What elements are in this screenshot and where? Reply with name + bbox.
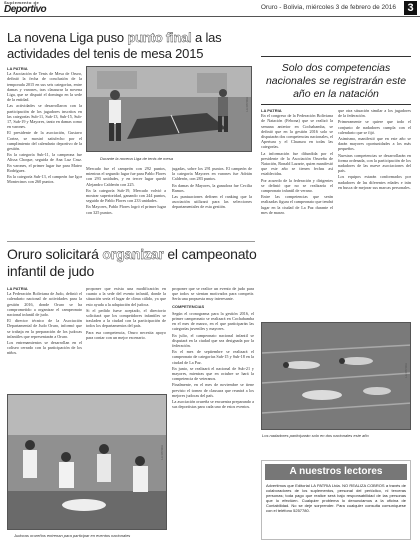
story1-photo-caption: Durante la novena Liga de tenis de mesa bbox=[100, 156, 173, 161]
story2-photo-judo bbox=[7, 394, 167, 530]
side-story-photo-caption: Los nadadores participarán solo en dos nacionales este año bbox=[262, 433, 369, 438]
side-story-section-label: LA PATRIA bbox=[261, 108, 282, 113]
side-story-photo-swimmers bbox=[261, 322, 411, 430]
judo-training-scene bbox=[8, 395, 167, 530]
page-number: 3 bbox=[404, 1, 417, 15]
story2-subhead-competencias: COMPETENCIAS bbox=[172, 303, 205, 309]
side-story-column-2: que otra situación similar a los jugadores de la federación. Primeramente se quiere que todo el conjunto de nadadores cumpla con el calendario que se fijó. Asimismo, manifestó que en este año se darán mayores oportunidades a los más pequeños. Nuestras competencias se desarrollarán en forma ordenada, con la participación de los nadadores de las nueve asociaciones del país. Los equipos estarán conformados por nadadores de las diferentes edades e irán en busca de mejorar sus marcas personales. bbox=[338, 108, 411, 190]
story2-section-label: LA PATRIA bbox=[7, 286, 28, 291]
story1-column-2: Mercado fue el campeón con 292 puntos, mientras el segundo lugar fue para Pablo Flores con 293 unidades, y en tercer lugar quedó Alejandro Calderón con 225. En la categoría Sub-19, Mercado volvió a mostrar superioridad, ganando con 244 puntos, seguido de Pablo Flores con 233 unidades. En Mayores, Pablo Flores logró el primer lugar con 325 puntos. bbox=[86, 166, 166, 215]
readers-notice-box bbox=[261, 460, 411, 540]
story2-column-3: proponer que se realice un evento de judo para que todos se sientan motivados para competir. Sería una propuesta muy interesante. COMPETENCIAS Según el cronograma para la gestión 2016, el primer campeonato se realizará en Cochabamba en el mes de marzo, en el que participarán las categorías juveniles y mayores. En julio, el campeonato nacional infantil se disputará en la ciudad que sea designada por la federación. En el mes de septiembre se realizará el campeonato de categorías Sub-15 y Sub-18 en la ciudad de La Paz. En junio, se realizará el nacional de Sub-21 y mayores, mientras que en octubre se hará la competencia de veteranos. Finalmente, en el mes de noviembre se tiene previsto el torneo de clausura que reunirá a los mejores judocas del país. La asociación orureña se encuentra preparando a sus deportistas para cada uno de estos eventos. bbox=[172, 286, 254, 410]
story2-column-2: proponer que exista una modificación en cuanto a la sede del evento infantil, donde la situación sería el lugar de clima cálido, ya que esto ayuda a la adaptación del judoca. Si el pedido fuese aceptado, el directorio solicitará que los competidores infantiles se trasladen a la ciudad con la participación de todos los departamentos del país. Para esa competencia, Oruro necesita apoyo para contar con un mejor escenario. bbox=[86, 286, 166, 340]
side-story-headline-box bbox=[261, 56, 411, 105]
side-story-headline: Solo dos competencias nacionales se registrarán este año en la natación bbox=[265, 62, 407, 100]
story2-headline: Oruro solicitará organizar el campeonato infantil de judo bbox=[7, 246, 257, 279]
story1-headline-highlight: punto final bbox=[127, 30, 192, 45]
story-divider bbox=[7, 241, 255, 242]
story1-photo-table-tennis bbox=[86, 66, 252, 152]
story2-column-1: LA PATRIA La Federación Boliviana de Judo, definió el calendario nacional de actividades para la gestión 2016, donde Oruro se ha comprometido a organizar el campeonato nacional infantil de judo. El director técnico de la Asociación Departamental de Judo Oruro, informó que se trabaja en la preparación de los judocas infantiles que representarán a Oruro. Los entrenamientos se desarrollan en el coliseo cerrado con la participación de los niños. bbox=[7, 286, 82, 356]
masthead-kicker: Suplemento de bbox=[4, 0, 40, 5]
story1-column-1: LA PATRIA La Asociación de Tenis de Mesa de Oruro, definió la fecha de conclusión de la temporada 2015 en sus seis categorías, entre damas y varones, tras clausurar la novena Liga, que se disputó el domingo en la sede de la entidad. Las actividades se desarrollaron con la participación de los jugadores inscritos en las categorías Sub-11, Sub-13, Sub-15, Sub-17, Sub-19 y Mayores, tanto en damas como en varones. El presidente de la asociación, Gustavo Cortez, se mostró satisfecho por el cumplimiento del calendario deportivo de la gestión. En la categoría Sub-11, la campeona fue Alissa Choque, seguida de Ana Luz Cruz. En varones, el primer lugar fue para Mateo Rodríguez. En la categoría Sub-13, el campeón fue Igor Montecinos con 260 puntos. bbox=[7, 66, 82, 185]
swimming-pool-scene bbox=[262, 323, 411, 430]
masthead-logo bbox=[4, 1, 46, 15]
masthead-title: Deportivo bbox=[4, 4, 47, 15]
readers-notice-body: Advertimos que Editorial LA PATRIA Ltda. NO REALIZA COBROS a través de colaboradores de los suplementos, personal del periódico, ni terceras personas; toda pago que realice será bajo responsabilidad de las personas que lo efectúen. Cualquier problema lo denunciamos a la oficina de Contabilidad. No se deje sorprender. Para cualquier consulta comuníquese con el teléfono 5257780. bbox=[266, 483, 406, 513]
side-story-photo-credit: LA PATRIA bbox=[404, 363, 408, 378]
story2-headline-highlight: organizar bbox=[102, 246, 164, 262]
story1-headline: La novena Liga puso punto final a las actividades del tenis de mesa 2015 bbox=[7, 30, 222, 61]
story2-photo-caption: Judocas orureños entrenan para participar en eventos nacionales bbox=[14, 533, 131, 538]
story2-photo-credit: LA PATRIA bbox=[160, 445, 164, 460]
readers-notice-title: A nuestros lectores bbox=[265, 464, 407, 480]
side-story-column-1: LA PATRIA En el congreso de la Federación Boliviana de Natación (Febona) que se realizó la semana anterior en Cochabamba, se definió que en la gestión 2016 solo se disputarán dos competencias nacionales, el Apertura y el Clausura en todas las categorías. La información fue difundida por el presidente de la Asociación Orureña de Natación, Ronald Lazarte, quien manifestó que este año se tienen fechas así establecidas. Por acuerdo de la federación y dirigentes se definió que no se realizaría el campeonato infantil de verano. Entre las competencias que serán realizadas figura el campeonato que tendrá lugar en la ciudad de La Paz durante el mes de marzo. bbox=[261, 108, 333, 215]
page-header bbox=[0, 0, 420, 17]
story1-section-label: LA PATRIA bbox=[7, 66, 28, 71]
story1-column-3: jugadas, sobre los 291 puntos. El campeón de la categoría Mayores en varones fue Adrián Calderón, con 283 puntos. En damas de Mayores, la ganadora fue Cecilia Ramos. Las puntuaciones definen el ranking que la asociación utilizará para las selecciones departamentales de esta gestión. bbox=[172, 166, 252, 210]
table-tennis-scene bbox=[87, 67, 252, 152]
story1-photo-credit: LA PATRIA bbox=[245, 97, 249, 112]
dateline: Oruro - Bolivia, miércoles 3 de febrero de 2016 bbox=[260, 4, 396, 11]
